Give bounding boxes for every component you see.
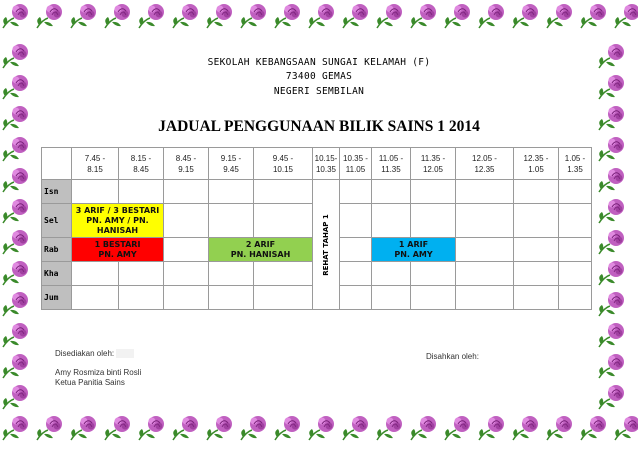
time-slot-header: 1.05 - 1.35 (559, 148, 592, 180)
time-slot-header: 8.45 - 9.15 (164, 148, 209, 180)
slot-empty (164, 180, 209, 204)
rose-flower-icon (0, 0, 34, 40)
day-label: Sel (42, 204, 72, 238)
rose-flower-icon (596, 288, 638, 319)
rose-flower-icon (612, 0, 638, 40)
rose-flower-icon (612, 412, 638, 452)
slot-empty (254, 180, 313, 204)
rose-flower-icon (544, 412, 578, 452)
rehat-cell (313, 180, 340, 310)
slot-empty (209, 262, 254, 286)
booking-rab-1arif: 1 ARIF PN. AMY (372, 238, 456, 262)
rose-flower-icon (0, 412, 34, 452)
time-slot-header: 11.05 - 11.35 (372, 148, 411, 180)
rose-flower-icon (0, 226, 42, 257)
slot-empty (254, 286, 313, 310)
rose-flower-icon (102, 412, 136, 452)
slot-empty (559, 180, 592, 204)
approved-by-label: Disahkan oleh: (426, 352, 479, 361)
rose-flower-icon (596, 319, 638, 350)
slot-empty (456, 204, 514, 238)
slot-empty (164, 238, 209, 262)
rose-flower-icon (476, 412, 510, 452)
slot-empty (372, 286, 411, 310)
rose-flower-icon (170, 412, 204, 452)
slot-empty (411, 204, 456, 238)
corner-cell (42, 148, 72, 180)
rose-flower-icon (0, 133, 42, 164)
time-slot-header: 12.35 - 1.05 (514, 148, 559, 180)
booking-sel-3arif-3bestari: 3 ARIF / 3 BESTARI PN. AMY / PN. HANISAH (72, 204, 164, 238)
rose-flower-icon (510, 0, 544, 40)
rose-flower-icon (238, 0, 272, 40)
school-postcode-city: 73400 GEMAS (285, 71, 353, 82)
day-label: Jum (42, 286, 72, 310)
rose-flower-icon (596, 381, 638, 412)
day-label: Rab (42, 238, 72, 262)
rose-flower-icon (442, 0, 476, 40)
slot-empty (456, 286, 514, 310)
rose-flower-icon (204, 412, 238, 452)
slot-empty (72, 262, 119, 286)
slot-empty (514, 204, 559, 238)
slot-empty (372, 204, 411, 238)
rose-flower-icon (510, 412, 544, 452)
rose-flower-icon (34, 0, 68, 40)
rose-flower-icon (596, 350, 638, 381)
rose-flower-icon (596, 164, 638, 195)
slot-empty (340, 262, 372, 286)
slot-empty (164, 204, 209, 238)
slot-empty (72, 286, 119, 310)
rose-flower-icon (0, 288, 42, 319)
time-header-row (42, 148, 592, 180)
rose-flower-icon (238, 412, 272, 452)
booking-rab-1bestari: 1 BESTARI PN. AMY (72, 238, 164, 262)
time-slot-header: 11.35 - 12.05 (411, 148, 456, 180)
slot-empty (456, 262, 514, 286)
rose-flower-icon (596, 133, 638, 164)
slot-empty (514, 262, 559, 286)
rose-flower-icon (68, 0, 102, 40)
rose-flower-icon (136, 412, 170, 452)
slot-empty (164, 286, 209, 310)
rose-flower-icon (34, 412, 68, 452)
rose-flower-icon (578, 412, 612, 452)
rose-border-top (0, 0, 638, 40)
rose-flower-icon (544, 0, 578, 40)
slot-empty (456, 180, 514, 204)
prepared-by-label: Disediakan oleh: (55, 349, 115, 358)
slot-empty (372, 180, 411, 204)
rose-flower-icon (578, 0, 612, 40)
time-slot-header: 9.15 - 9.45 (209, 148, 254, 180)
rose-flower-icon (136, 0, 170, 40)
slot-empty (559, 204, 592, 238)
slot-empty (209, 180, 254, 204)
slot-empty (559, 238, 592, 262)
rose-flower-icon (0, 195, 42, 226)
rose-border-bottom (0, 412, 638, 452)
slot-empty (254, 262, 313, 286)
rose-flower-icon (204, 0, 238, 40)
slot-empty (456, 238, 514, 262)
prepared-by (55, 349, 134, 358)
rose-flower-icon (442, 412, 476, 452)
rose-flower-icon (306, 412, 340, 452)
rose-flower-icon (408, 412, 442, 452)
rose-flower-icon (374, 412, 408, 452)
rose-flower-icon (68, 412, 102, 452)
timetable (41, 147, 592, 310)
slot-empty (411, 180, 456, 204)
rose-flower-icon (596, 257, 638, 288)
slot-empty (119, 180, 164, 204)
time-slot-header: 10.35 - 11.05 (340, 148, 372, 180)
preparer-position: Ketua Panitia Sains (55, 378, 125, 387)
rehat-label: REHAT TAHAP 1 (322, 213, 330, 276)
school-state: NEGERI SEMBILAN (273, 86, 365, 97)
time-slot-header: 10.15- 10.35 (313, 148, 340, 180)
rose-flower-icon (340, 0, 374, 40)
time-slot-header: 9.45 - 10.15 (254, 148, 313, 180)
day-row-isn (42, 180, 592, 204)
slot-empty (411, 262, 456, 286)
slot-empty (119, 286, 164, 310)
rose-flower-icon (0, 350, 42, 381)
rose-flower-icon (374, 0, 408, 40)
page-title: JADUAL PENGGUNAAN BILIK SAINS 1 2014 (158, 118, 480, 135)
rose-flower-icon (596, 195, 638, 226)
slot-empty (119, 262, 164, 286)
rose-flower-icon (306, 0, 340, 40)
rose-flower-icon (596, 226, 638, 257)
slot-empty (340, 180, 372, 204)
signature-box (116, 349, 134, 358)
rose-flower-icon (476, 0, 510, 40)
school-name: SEKOLAH KEBANGSAAN SUNGAI KELAMAH (F) (207, 57, 431, 68)
rose-flower-icon (272, 412, 306, 452)
slot-empty (559, 262, 592, 286)
slot-empty (72, 180, 119, 204)
rose-flower-icon (0, 257, 42, 288)
slot-empty (411, 286, 456, 310)
slot-empty (209, 204, 254, 238)
slot-empty (514, 238, 559, 262)
rose-flower-icon (272, 0, 306, 40)
time-slot-header: 12.05 - 12.35 (456, 148, 514, 180)
rose-flower-icon (102, 0, 136, 40)
rose-flower-icon (0, 164, 42, 195)
slot-empty (340, 238, 372, 262)
time-slot-header: 7.45 - 8.15 (72, 148, 119, 180)
slot-empty (514, 180, 559, 204)
rose-flower-icon (0, 319, 42, 350)
slot-empty (164, 262, 209, 286)
booking-rab-2arif: 2 ARIF PN. HANISAH (209, 238, 313, 262)
slot-empty (209, 286, 254, 310)
slot-empty (559, 286, 592, 310)
slot-empty (372, 262, 411, 286)
rose-flower-icon (408, 0, 442, 40)
rose-flower-icon (340, 412, 374, 452)
day-label: Kha (42, 262, 72, 286)
slot-empty (340, 204, 372, 238)
preparer-name: Amy Rosmiza binti Rosli (55, 368, 142, 377)
slot-empty (340, 286, 372, 310)
slot-empty (254, 204, 313, 238)
rose-flower-icon (170, 0, 204, 40)
day-label: Isn (42, 180, 72, 204)
slot-empty (514, 286, 559, 310)
time-slot-header: 8.15 - 8.45 (119, 148, 164, 180)
rose-flower-icon (0, 381, 42, 412)
